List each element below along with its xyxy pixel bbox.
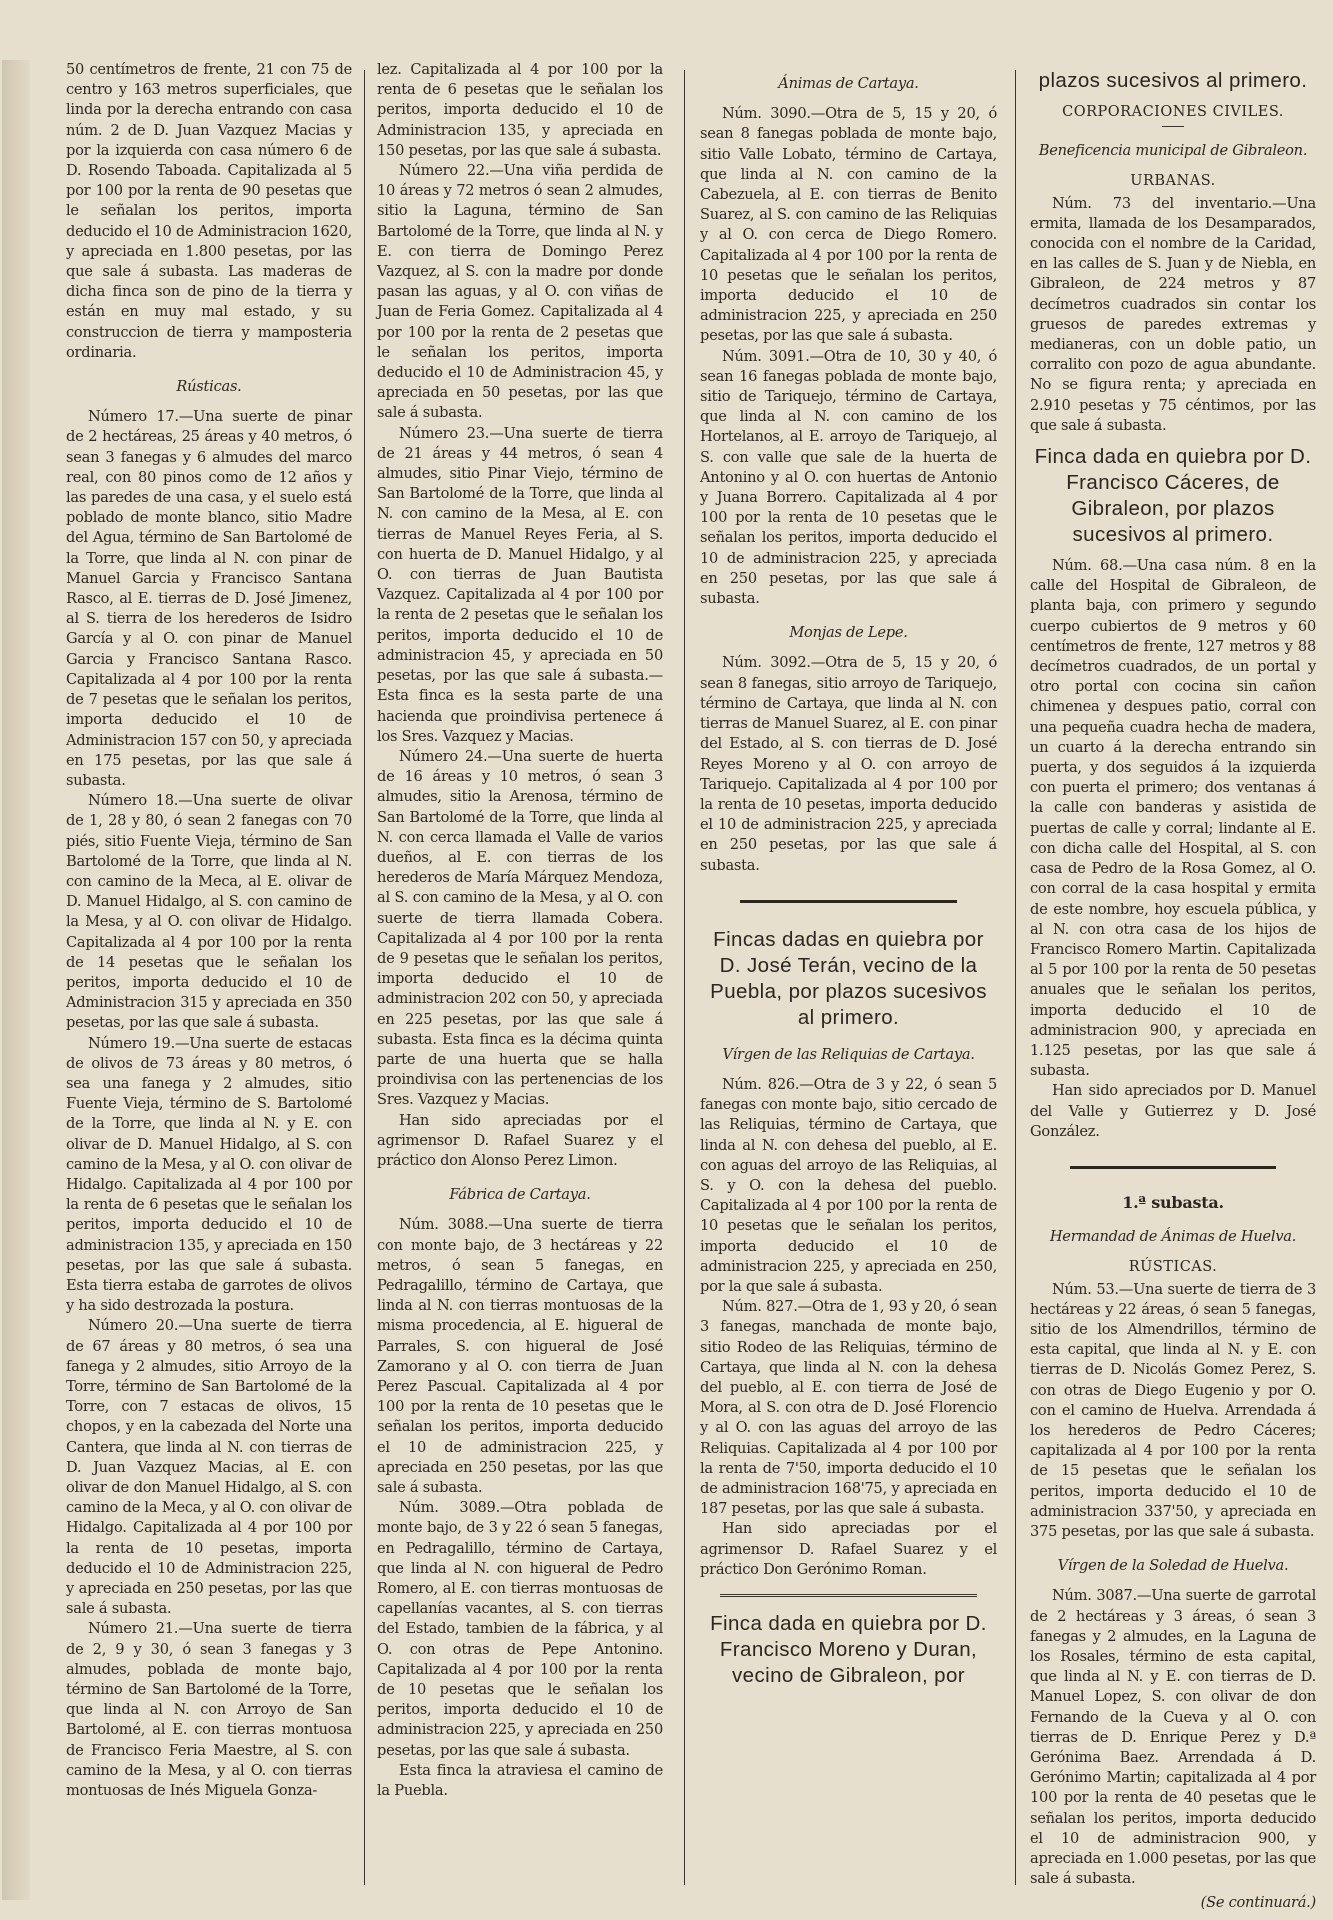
caps-heading: RÚSTICAS. xyxy=(1128,1259,1218,1276)
paragraph: Núm. 68.—Una casa núm. 8 en la calle del Hospital de Gibraleon, de planta baja, con primero y segundo cuerpo cubiertos de 9 metros y 60 centímetros de frente, 127 metros y 88 decímetros cuadrados, de un portal y otro portal con cocina sin cañon chimenea y despues patio, corral con una pequeña cuadra hecha de madera, un cuarto á la derecha entrando sin puerta, y dos seguidos á la izquierda con puerta el primero; dos ventanas á la calle con banderas y asistida de puertas de calle y corral; lindante al E. con dicha calle del Hospital, al S. con casa de Pedro de la Rosa Gomez, al O. con corral de la casa hospital y ermita de este nombre, hoy escuela pública, y al N. con otra casa de los hijos de Francisco Romero Martin. Capitalizada al 5 por 100 por la renta de 50 pesetas anuales que le señalan los peritos, importa deducido el 10 de administracion 900, y apreciada en 1.125 pesetas, por las que sale á subasta. xyxy=(1030,557,1316,1080)
column-rule-2 xyxy=(684,70,685,1885)
paragraph: Núm. 53.—Una suerte de tierra de 3 hectáreas y 22 áreas, ó sean 5 fanegas, sitio de los Almendrillos, término de esta capital, que linda al N. y E. con tierras de D. Nicolás Gomez Perez, S. con otras de Diego Eugenio y por O. con el camino de Huelva. Arrendada á los herederos de Pedro Cáceres; capitalizada al 4 por 100 por la renta de 15 pesetas que le señalan los peritos, importa deducido el 10 de administracion 337'50, y apreciada en 375 pesetas, por las que sale á subasta. xyxy=(1030,1280,1316,1540)
paragraph-continued: lez. Capitalizada al 4 por 100 por la renta de 6 pesetas que le señalan los peritos, importa deducido el 10 de Administracion 135, y apreciada en 150 pesetas, por las que sale á subasta. xyxy=(377,61,663,159)
paragraph: Número 18.—Una suerte de olivar de 1, 28 y 80, ó sean 2 fanegas con 70 piés, sitio Fuente Vieja, término de San Bartolomé de la Torre, que linda al N. con camino de la Meca, al E. olivar de D. Manuel Hidalgo, al S. con camino de la Mesa, y al O. con olivar de Hidalgo. Capitalizada al 4 por 100 por la renta de 14 pesetas que le señalan los peritos, importa deducido el 10 de Administracion 315 y apreciada en 350 pesetas, por las que sale á subasta. xyxy=(66,792,352,1032)
caps-heading: URBANAS. xyxy=(1130,173,1216,190)
column-rule-3 xyxy=(1015,70,1016,1885)
column-2 xyxy=(377,60,663,1900)
paragraph: Núm. 3092.—Otra de 5, 15 y 20, ó sean 8 fanegas, sitio arroyo de Tariquejo, término de Cartaya, que linda al N. con tierras de Manuel Suarez, al E. con pinar del Estado, al S. con tierras de D. José Reyes Moreno y al O. con arroyo de Tariquejo. Capitalizada al 4 por 100 por la renta de 10 pesetas, importa deducido el 10 de administracion 225, y apreciada en 250 pesetas, por las que sale á subasta. xyxy=(700,654,997,874)
paragraph: Núm. 3088.—Una suerte de tierra con monte bajo, de 3 hectáreas y 22 metros, ó sean 5 fanegas, en Pedragalillo, término de Cartaya, que linda al N. con tierras montuosas de la misma procedencia, al E. higueral de Parrales, S. con higueral de José Zamorano y al O. con tierra de Juan Perez Pascual. Capitalizada al 4 por 100 por la renta de 10 pesetas que le señalan los peritos, importa deducido el 10 de administracion 225, y apreciada en 250 pesetas, por las que sale á subasta. xyxy=(377,1216,663,1497)
paragraph: Han sido apreciados por D. Manuel del Valle y Gutierrez y D. José González. xyxy=(1030,1082,1316,1140)
column-3 xyxy=(700,60,997,1900)
continuation-note: (Se continuará.) xyxy=(1200,1894,1316,1912)
paragraph: Han sido apreciadas por el agrimensor D. Rafael Suarez y el práctico don Alonso Perez Limon. xyxy=(377,1111,663,1169)
paragraph: Número 24.—Una suerte de huerta de 16 áreas y 10 metros, ó sean 3 almudes, sitio la Arenosa, término de San Bartolomé de la Torre, que linda al N. con cerca llamada el Valle de varios dueños, al E. con tierras de los herederos de María Márquez Mendoza, al S. con camino de la Mesa, y al O. con suerte de tierra llamada Cobera. Capitalizada al 4 por 100 por la renta de 9 pesetas que le señalan los peritos, importa deducido el 10 de administracion 202 con 50, y apreciada en 225 pesetas, por las que sale á subasta. Esta finca es la décima quinta parte de una huerta que se halla proindivisa con las pertenencias de los Sres. Vazquez y Macias. xyxy=(377,747,663,1109)
paragraph: Número 21.—Una suerte de tierra de 2, 9 y 30, ó sean 3 fanegas y 3 almudes, poblada de monte bajo, término de San Bartolomé de la Torre, que linda al N. con Arroyo de San Bartolomé, al E. con tierras montuosa de Francisco Feria Maestre, al S. con camino de la Mesa, y al O. con tierras montuosas de Inés Miguela Gonza- xyxy=(66,1620,352,1800)
paragraph: Núm. 3090.—Otra de 5, 15 y 20, ó sean 8 fanegas poblada de monte bajo, sitio Valle Lobato, término de Cartaya, que linda al N. con camino de la Cabezuela, al E. con tierras de Benito Suarez, al S. con camino de las Reliquias y al O. con cerca de Diego Romero. Capitalizada al 4 por 100 por la renta de 10 pesetas que le señalan los peritos, importa deducido el 10 de administracion 225, y apreciada en 250 pesetas, por las que sale á subasta. xyxy=(700,105,997,345)
notice-heading: Finca dada en quiebra por D. Francisco Cáceres, de Gibraleon, por plazos sucesivos al primero. xyxy=(1034,445,1312,547)
section-heading: Vírgen de las Reliquias de Cartaya. xyxy=(722,1045,975,1063)
paragraph: Núm. 3087.—Una suerte de garrotal de 2 hectáreas y 3 áreas, ó sean 3 fanegas y 2 almudes, en la Laguna de los Rosales, término de esta capital, que linda al N. y E. con tierras de D. Manuel Lopez, S. con olivar de don Fernando de la Cueva y al O. con tierras de D. Enrique Perez y D.ª Gerónima Baez. Arrendada á D. Gerónimo Martin; capitalizada al 4 por 100 por la renta de 40 pesetas que le señalan los peritos, importa deducido el 10 de administracion 900, y apreciada en 1.000 pesetas, por las que sale á subasta. xyxy=(1030,1587,1316,1888)
column-1 xyxy=(66,60,352,1900)
paragraph: Número 22.—Una viña perdida de 10 áreas y 72 metros ó sean 2 almudes, sitio la Laguna, término de San Bartolomé de la Torre, que linda al N. y E. con tierra de Domingo Perez Vazquez, al S. con la madre por donde pasan las aguas, y al O. con viñas de Juan de Feria Gomez. Capitalizada al 4 por 100 por la renta de 2 pesetas que le señalan los peritos, importa deducido el 10 de Administracion 45, y apreciada en 50 pesetas, por las que sale á subasta. xyxy=(377,162,663,422)
section-heading: Ánimas de Cartaya. xyxy=(778,75,919,92)
paragraph: Han sido apreciadas por el agrimensor D. Rafael Suarez y el práctico Don Gerónimo Roman. xyxy=(700,1520,997,1578)
paragraph: Número 17.—Una suerte de pinar de 2 hectáreas, 25 áreas y 40 metros, ó sean 3 fanegas y 6 almudes del marco real, con 80 pinos como de 12 años y las paredes de una casa, y el suelo está poblado de monte blanco, sitio Madre del Agua, término de San Bartolomé de la Torre, que linda al N. con pinar de Manuel Garcia y Francisco Santana Rasco, al E. tierras de D. José Jimenez, al S. tierra de los herederos de Isidro García y al O. con pinar de Manuel Garcia y Francisco Santana Rasco. Capitalizada al 4 por 100 por la renta de 7 pesetas que le señalan los peritos, importa deducido el 10 de Administracion 157 con 50, y apreciada en 175 pesetas, por las que sale á subasta. xyxy=(66,408,352,789)
section-heading: Beneficencia municipal de Gibraleon. xyxy=(1038,142,1308,160)
paragraph: Núm. 3089.—Otra poblada de monte bajo, de 3 y 22 ó sean 5 fanegas, en Pedragalillo, término de Cartaya, que linda al N. con higueral de Pedro Romero, al E. con tierras montuosas de capellanías vacantes, al S. con tierras del Estado, tambien de la fábrica, y al O. con otras de Pepe Antonino. Capitalizada al 4 por 100 por la renta de 10 pesetas que le señalan los peritos, importa deducido el 10 de administracion 225, y apreciada en 250 pesetas, por las que sale á subasta. xyxy=(377,1499,663,1759)
notice-heading: Finca dada en quiebra por D. Francisco Moreno y Duran, vecino de Gibraleon, por xyxy=(710,1612,987,1687)
page-gutter xyxy=(2,60,30,1900)
paragraph-continued: 50 centímetros de frente, 21 con 75 de centro y 163 metros superficiales, que linda por la derecha entrando con casa núm. 2 de D. Juan Vazquez Macias y por la izquierda con casa número 6 de D. Rosendo Taboada. Capitalizada al 5 por 100 por la renta de 90 pesetas que le señalan los peritos, importa deducido el 10 de Administracion 1620, y apreciada en 1.800 pesetas, por las que sale á subasta. Las maderas de dicha finca son de pino de la tierra y están en muy mal estado, y su construccion de tierra y mamposteria ordinaria. xyxy=(66,61,352,361)
separator-rule xyxy=(720,1594,977,1597)
section-heading: Vírgen de la Soledad de Huelva. xyxy=(1057,1557,1289,1575)
separator-rule xyxy=(1162,126,1184,127)
subasta-heading: 1.ª subasta. xyxy=(1122,1192,1224,1212)
paragraph: Núm. 826.—Otra de 3 y 22, ó sean 5 fanegas con monte bajo, sitio cercado de las Reliquias, término de Cartaya, que linda al N. con dehesa del pueblo, al E. con aguas del arroyo de las Reliquias, al S. y O. con la dehesa del pueblo. Capitalizada al 4 por 100 por la renta de 10 pesetas que le señalan los peritos, importa deducido el 10 de administracion 225, y apreciada en 250, por la que sale á subasta. xyxy=(700,1075,997,1295)
notice-heading: Fincas dadas en quiebra por D. José Terán, vecino de la Puebla, por plazos sucesivos al primero. xyxy=(710,927,987,1029)
paragraph: Esta finca la atraviesa el camino de la Puebla. xyxy=(377,1761,663,1800)
caps-heading: CORPORACIONES CIVILES. xyxy=(1062,104,1284,120)
section-heading: Hermandad de Ánimas de Huelva. xyxy=(1049,1228,1297,1246)
notice-heading: plazos sucesivos al primero. xyxy=(1038,69,1308,92)
paragraph: Número 23.—Una suerte de tierra de 21 áreas y 44 metros, ó sean 4 almudes, sitio Pinar Viejo, término de San Bartolomé de la Torre, que linda al N. con camino de la Mesa, al E. con tierras de Manuel Reyes Feria, al S. con huerta de D. Manuel Hidalgo, y al O. con tierras de Juan Bautista Vazquez. Capitalizada al 4 por 100 por la renta de 2 pesetas que le señalan los peritos, importa deducido el 10 de administracion 45, y apreciada en 50 pesetas, por las que sale á subasta.—Esta finca es la sesta parte de una hacienda que proindivisa pertenece á los Sres. Vazquez y Macias. xyxy=(377,424,663,745)
paragraph: Número 19.—Una suerte de estacas de olivos de 73 áreas y 80 metros, ó sea una fanega y 2 almudes, sitio Fuente Vieja, término de S. Bartolomé de la Torre, que linda al N. y E. con olivar de D. Manuel Hidalgo, al S. con camino de la Mesa, y al O. con olivar de Hidalgo. Capitalizada al 4 por 100 por la renta de 6 pesetas que le señalan los peritos, importa deducido el 10 de administracion 135, y apreciada en 150 pesetas, por las que sale á subasta. Esta tierra estaba de garrotes de olivos y ha sido destrozada la postura. xyxy=(66,1034,352,1315)
paragraph: Núm. 73 del inventario.—Una ermita, llamada de los Desamparados, conocida con el nombre de la Caridad, en las calles de S. Juan y de Niebla, en Gibraleon, de 224 metros y 87 decímetros cuadrados sin contar los gruesos de paredes extremas y medianeras, con un doble patio, un corralito con pozo de agua abundante. No se figura renta; y apreciada en 2.910 pesetas y 75 céntimos, por las que sale á subasta. xyxy=(1030,194,1316,434)
separator-rule xyxy=(740,900,957,903)
paragraph: Núm. 827.—Otra de 1, 93 y 20, ó sean 3 fanegas, manchada de monte bajo, sitio Rodeo de las Reliquias, término de Cartaya, que linda al N. con la dehesa del pueblo, al E. con tierra de José de Mora, al S. con otra de D. José Florencio y al O. con las aguas del arroyo de las Reliquias. Capitalizada al 4 por 100 por la renta de 7'50, importa deducido el 10 de administracion 168'75, y apreciada en 187 pesetas, por las que sale á subasta. xyxy=(700,1298,997,1518)
section-heading: Rústicas. xyxy=(176,378,242,396)
paragraph: Núm. 3091.—Otra de 10, 30 y 40, ó sean 16 fanegas poblada de monte bajo, sitio de Tariquejo, término de Cartaya, que linda al N. con camino de los Hortelanos, al E. arroyo de Tariquejo, al S. con valle que sale de la huerta de Antonino y al O. con huertas de Antonio y Juana Borrero. Capitalizada al 4 por 100 por la renta de 10 pesetas que le señalan los peritos, importa deducido el 10 de administracion 225, y apreciada en 250 pesetas, por las que sale á subasta. xyxy=(700,347,997,608)
column-rule-1 xyxy=(364,70,365,1885)
paragraph: Número 20.—Una suerte de tierra de 67 áreas y 80 metros, ó sea una fanega y 2 almudes, sitio Arroyo de la Torre, término de San Bartolomé de la Torre, con 7 estacas de olivos, 15 chopos, y en la cabezada del Norte una Cantera, que linda al N. con tierras de D. Juan Vazquez Macias, al E. con olivar de don Manuel Hidalgo, al S. con camino de la Meca, y al O. con olivar de Hidalgo. Capitalizada al 4 por 100 por la renta de 10 pesetas, importa deducido el 10 de Administracion 225, y apreciada en 250 pesetas, por las que sale á subasta. xyxy=(66,1317,352,1618)
separator-rule xyxy=(1070,1166,1276,1169)
section-heading: Monjas de Lepe. xyxy=(789,624,908,642)
column-4 xyxy=(1030,60,1316,1912)
section-heading: Fábrica de Cartaya. xyxy=(449,1186,591,1204)
